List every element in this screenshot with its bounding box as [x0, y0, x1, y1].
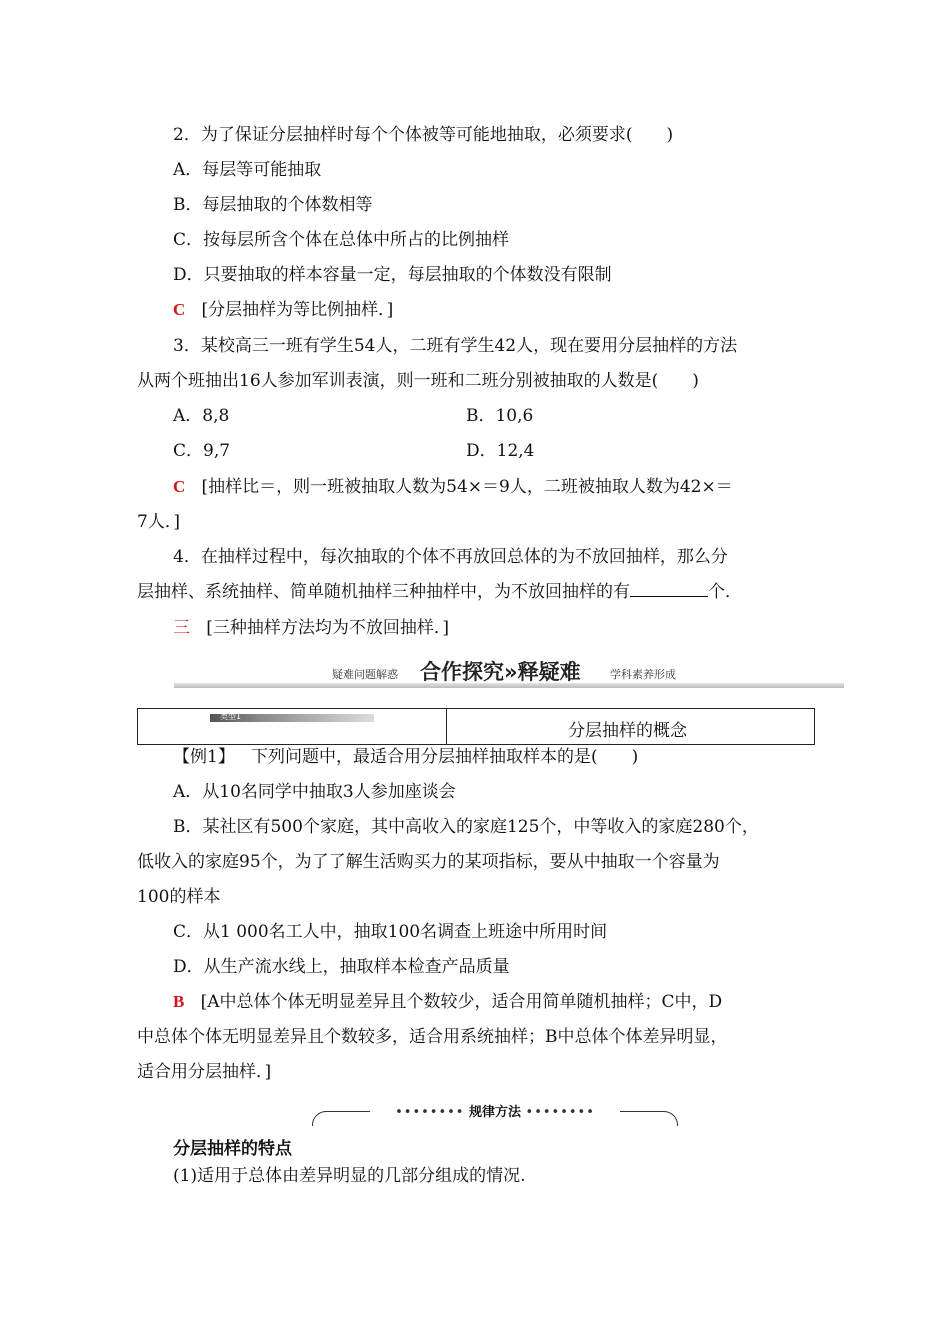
ex1-stem-text: 下列问题中，最适合用分层抽样抽取样本的是( ) [251, 747, 639, 767]
q3-answer: C [173, 477, 186, 496]
q2-option-d: D．只要抽取的样本容量一定，每层抽取的个体数没有限制 [173, 265, 612, 285]
q3-option-d: D．12,4 [466, 441, 535, 461]
ex1-explanation-line2: 中总体个体无明显差异且个数较多，适合用系统抽样；B中总体个体差异明显， [137, 1027, 728, 1047]
q2-option-a: A．每层等可能抽取 [173, 160, 322, 180]
ex1-stem [173, 745, 853, 769]
type-tag-label: 类型1 [220, 712, 242, 721]
banner-title: 合作探究»释疑难 [420, 660, 581, 684]
q3-option-c: C．9,7 [173, 441, 231, 461]
type-tag [210, 714, 374, 722]
ex1-explanation-line1: [A中总体个体无明显差异且个数较少，适合用简单随机抽样；C中，D [200, 992, 723, 1012]
ex1-label: 【例1】 [173, 747, 235, 767]
banner-right-text: 学科素养形成 [610, 668, 676, 681]
type-box-title: 分层抽样的概念 [568, 721, 687, 741]
q4-explanation: [三种抽样方法均为不放回抽样．] [206, 618, 449, 638]
method-dots-right: •••••••• [525, 1105, 595, 1120]
method-label-row [370, 1101, 620, 1120]
section-banner [174, 654, 844, 690]
ex1-option-b-line3: 100的样本 [137, 887, 221, 907]
q4-stem-line1: 4．在抽样过程中，每次抽取的个体不再放回总体的为不放回抽样，那么分 [173, 547, 728, 567]
q2-explanation: [分层抽样为等比例抽样．] [201, 300, 394, 320]
summary-point-1: (1)适用于总体由差异明显的几部分组成的情况. [173, 1166, 526, 1186]
answer-blank [630, 580, 708, 597]
ex1-answer: B [173, 992, 185, 1011]
ex1-option-d: D．从生产流水线上，抽取样本检查产品质量 [173, 957, 510, 977]
ex1-option-b-line1: B．某社区有500个家庭，其中高收入的家庭125个，中等收入的家庭280个， [173, 817, 759, 837]
ex1-explanation-line3: 适合用分层抽样．] [137, 1062, 272, 1082]
ex1-option-b-line2: 低收入的家庭95个，为了了解生活购买力的某项指标，要从中抽取一个容量为 [137, 852, 720, 872]
q3-stem-line1: 3．某校高三一班有学生54人，二班有学生42人，现在要用分层抽样的方法 [173, 336, 738, 356]
ex1-option-c: C．从1 000名工人中，抽取100名调查上班途中所用时间 [173, 922, 608, 942]
q2-solution [173, 298, 853, 322]
q2-stem: 2．为了保证分层抽样时每个个体被等可能地抽取，必须要求( ) [173, 125, 674, 145]
q3-option-a: A．8,8 [173, 406, 230, 426]
type-box [137, 708, 815, 745]
q3-solution [173, 475, 853, 499]
summary-heading: 分层抽样的特点 [173, 1139, 292, 1159]
method-label: 规律方法 [468, 1105, 521, 1120]
q4-answer: 三 [173, 618, 190, 637]
q2-option-c: C．按每层所含个体在总体中所占的比例抽样 [173, 230, 510, 250]
ex1-solution [173, 990, 853, 1014]
q2-answer: C [173, 300, 186, 319]
ex1-option-a: A．从10名同学中抽取3人参加座谈会 [173, 782, 456, 802]
q2-option-b: B．每层抽取的个体数相等 [173, 195, 373, 215]
method-header [312, 1101, 678, 1125]
q4-stem-end: 个． [708, 582, 742, 602]
q4-stem-text: 层抽样、系统抽样、简单随机抽样三种抽样中，为不放回抽样的有 [137, 582, 630, 602]
q4-stem-line2 [137, 580, 817, 604]
q3-explanation-line2: 7人．] [137, 512, 180, 532]
banner-left-text: 疑难问题解惑 [332, 668, 398, 681]
type-box-divider [446, 709, 447, 744]
q3-stem-line2: 从两个班抽出16人参加军训表演，则一班和二班分别被抽取的人数是( ) [137, 371, 699, 391]
method-dots-left: •••••••• [395, 1105, 465, 1120]
q4-solution [173, 616, 853, 640]
q3-option-b: B．10,6 [466, 406, 534, 426]
q3-explanation-line1: [抽样比＝，则一班被抽取人数为54×＝9人，二班被抽取人数为42×＝ [201, 477, 733, 497]
